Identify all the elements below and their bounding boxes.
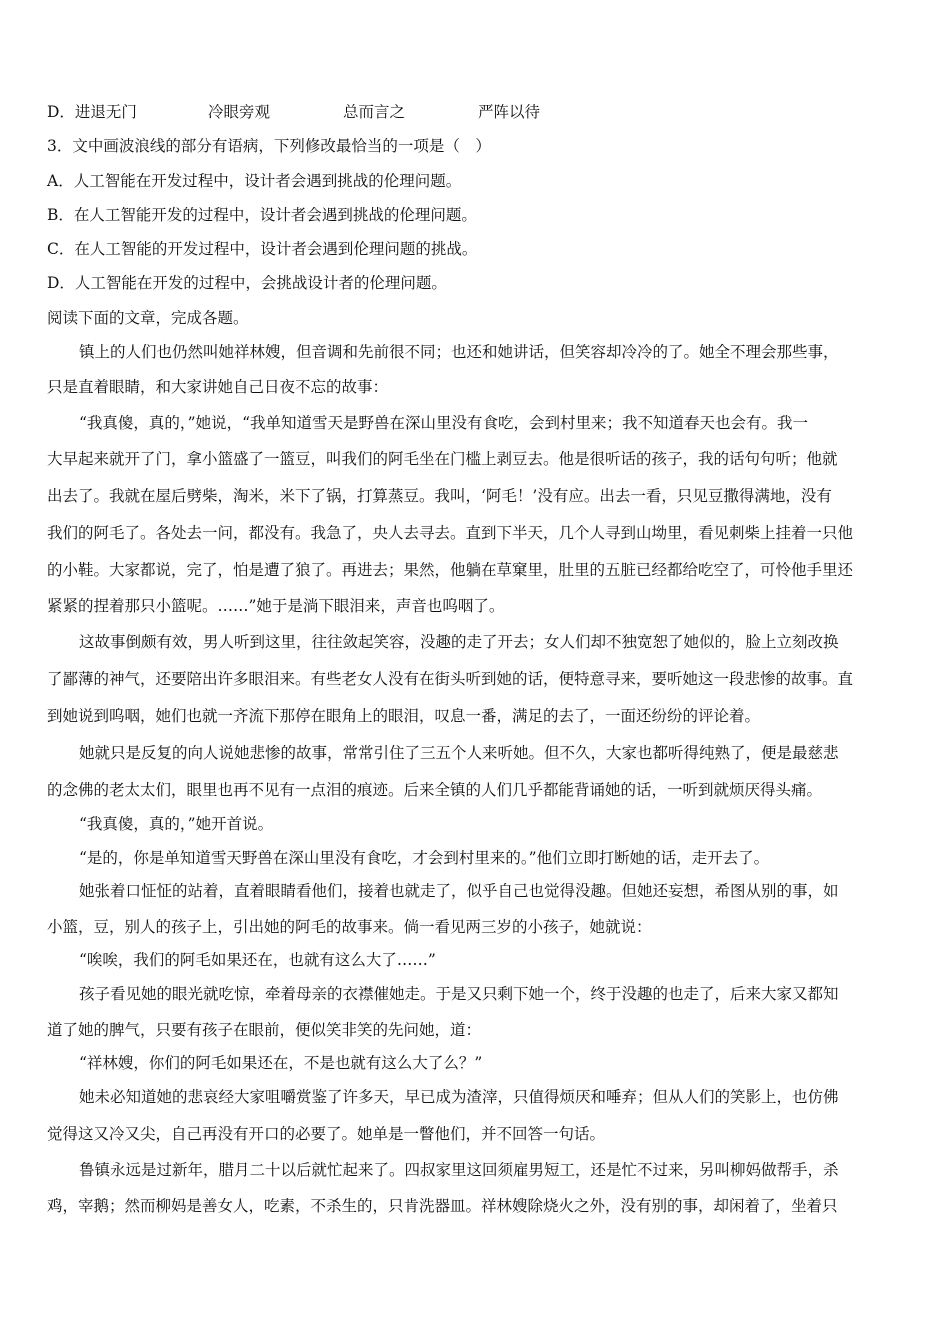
- passage-line: “我真傻，真的，”她说，“我单知道雪天是野兽在深山里没有食吃，会到村里来；我不知道春天也会有。我一: [79, 414, 809, 432]
- passage-line: 的念佛的老太太们，眼里也再不见有一点泪的痕迹。后来全镇的人们几乎都能背诵她的话，一听到就烦厌得头痛。: [47, 781, 823, 799]
- passage-line: “祥林嫂，你们的阿毛如果还在，不是也就有这么大了么？”: [79, 1054, 483, 1072]
- passage-line: 出去了。我就在屋后劈柴，淘米，米下了锅，打算蒸豆。我叫，‘阿毛！’没有应。出去一看，只见豆撒得满地，没有: [47, 487, 832, 505]
- option-d-word-4: 严阵以待: [478, 103, 541, 121]
- question-3-option-a: A．人工智能在开发过程中，设计者会遇到挑战的伦理问题。: [47, 172, 462, 190]
- question-3-option-b: B．在人工智能开发的过程中，设计者会遇到挑战的伦理问题。: [47, 206, 477, 224]
- passage-line: 孩子看见她的眼光就吃惊，牵着母亲的衣襟催她走。于是又只剩下她一个，终于没趣的也走了，后来大家又都知: [79, 985, 839, 1003]
- passage-line: 镇上的人们也仍然叫她祥林嫂，但音调和先前很不同；也还和她讲话，但笑容却冷冷的了。她全不理会那些事，: [79, 343, 839, 361]
- passage-line: 的小鞋。大家都说，完了，怕是遭了狼了。再进去；果然，他躺在草窠里，肚里的五脏已经都给吃空了，可怜他手里还: [47, 561, 854, 579]
- option-d-word-1: D．进退无门: [47, 103, 137, 121]
- question-3-option-d: D．人工智能在开发的过程中，会挑战设计者的伦理问题。: [47, 274, 447, 292]
- passage-line: 了鄙薄的神气，还要陪出许多眼泪来。有些老女人没有在街头听到她的话，便特意寻来，要听她这一段悲惨的故事。直: [47, 670, 854, 688]
- passage-line: 鸡，宰鹅；然而柳妈是善女人，吃素，不杀生的，只肯洗器皿。祥林嫂除烧火之外，没有别的事，却闲着了，坐着只: [47, 1197, 838, 1215]
- passage-line: 这故事倒颇有效，男人听到这里，往往敛起笑容，没趣的走了开去；女人们却不独宽恕了她似的，脸上立刻改换: [79, 633, 839, 651]
- question-3-stem: 3．文中画波浪线的部分有语病，下列修改最恰当的一项是（ ）: [47, 137, 491, 155]
- passage-line: 紧紧的捏着那只小篮呢。……”她于是淌下眼泪来，声音也呜咽了。: [47, 597, 505, 615]
- passage-line: 我们的阿毛了。各处去一问，都没有。我急了，央人去寻去。直到下半天，几个人寻到山坳里，看见刺柴上挂着一只他: [47, 524, 854, 542]
- passage-line: 道了她的脾气，只要有孩子在眼前，便似笑非笑的先问她，道：: [47, 1021, 482, 1039]
- passage-line: “是的，你是单知道雪天野兽在深山里没有食吃，才会到村里来的。”他们立即打断她的话，走开去了。: [79, 849, 770, 867]
- passage-line: 鲁镇永远是过新年，腊月二十以后就忙起来了。四叔家里这回须雇男短工，还是忙不过来，另叫柳妈做帮手，杀: [79, 1161, 839, 1179]
- passage-line: 小篮，豆，别人的孩子上，引出她的阿毛的故事来。倘一看见两三岁的小孩子，她就说：: [47, 918, 652, 936]
- passage-line: 她未必知道她的悲哀经大家咀嚼赏鉴了许多天，早已成为渣滓，只值得烦厌和唾弃；但从人们的笑影上，也仿佛: [79, 1088, 839, 1106]
- passage-line: 她张着口怔怔的站着，直着眼睛看他们，接着也就走了，似乎自己也觉得没趣。但她还妄想，希图从别的事，如: [79, 882, 839, 900]
- passage-line: 到她说到呜咽，她们也就一齐流下那停在眼角上的眼泪，叹息一番，满足的去了，一面还纷纷的评论着。: [47, 707, 761, 725]
- passage-line: 觉得这又冷又尖，自己再没有开口的必要了。她单是一瞥他们，并不回答一句话。: [47, 1125, 606, 1143]
- passage-line: 她就只是反复的向人说她悲惨的故事，常常引住了三五个人来听她。但不久，大家也都听得纯熟了，便是最慈悲: [79, 744, 839, 762]
- reading-instruction: 阅读下面的文章，完成各题。: [47, 309, 249, 327]
- passage-line: 只是直着眼睛，和大家讲她自己日夜不忘的故事：: [47, 378, 389, 396]
- passage-line: 大早起来就开了门，拿小篮盛了一篮豆，叫我们的阿毛坐在门槛上剥豆去。他是很听话的孩子，我的话句句听；他就: [47, 450, 838, 468]
- passage-line: “唉唉，我们的阿毛如果还在，也就有这么大了……”: [79, 951, 436, 969]
- option-d-word-3: 总而言之: [343, 103, 406, 121]
- question-3-option-c: C．在人工智能的开发过程中，设计者会遇到伦理问题的挑战。: [47, 240, 478, 258]
- passage-line: “我真傻，真的，”她开首说。: [79, 815, 274, 833]
- option-d-word-2: 冷眼旁观: [208, 103, 271, 121]
